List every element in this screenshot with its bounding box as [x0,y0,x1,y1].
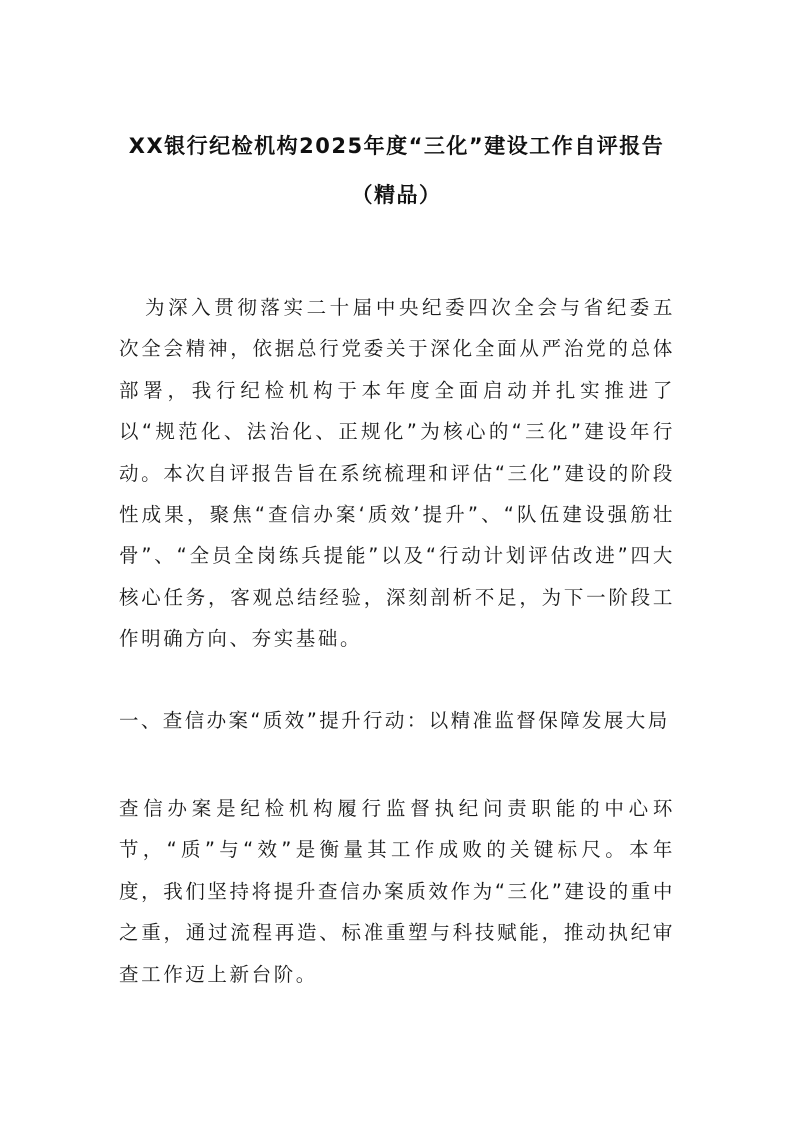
section-heading: 一、查信办案“质效”提升行动：以精准监督保障发展大局 [119,709,670,732]
section-paragraph: 查信办案是纪检机构履行监督执纪问责职能的中心环节，“质”与“效”是衡量其工作成败的关键标尺。本年度，我们坚持将提升查信办案质效作为“三化”建设的重中之重，通过流程再造、标准重塑与科技赋能，推动执纪审查工作迈上新台阶。 [119,797,675,986]
document-title: XX银行纪检机构2025年度“三化”建设工作自评报告（精品） [128,134,665,207]
intro-paragraph: 为深入贯彻落实二十届中央纪委四次全会与省纪委五次全会精神，依据总行党委关于深化全面从严治党的总体部署，我行纪检机构于本年度全面启动并扎实推进了以“规范化、法治化、正规化”为核心的“三化”建设年行动。本次自评报告旨在系统梳理和评估“三化”建设的阶段性成果，聚焦“查信办案‘质效’提升”、“队伍建设强筋壮骨”、“全员全岗练兵提能”以及“行动计划评估改进”四大核心任务，客观总结经验，深刻剖析不足，为下一阶段工作明确方向、夯实基础。 [119,296,675,651]
